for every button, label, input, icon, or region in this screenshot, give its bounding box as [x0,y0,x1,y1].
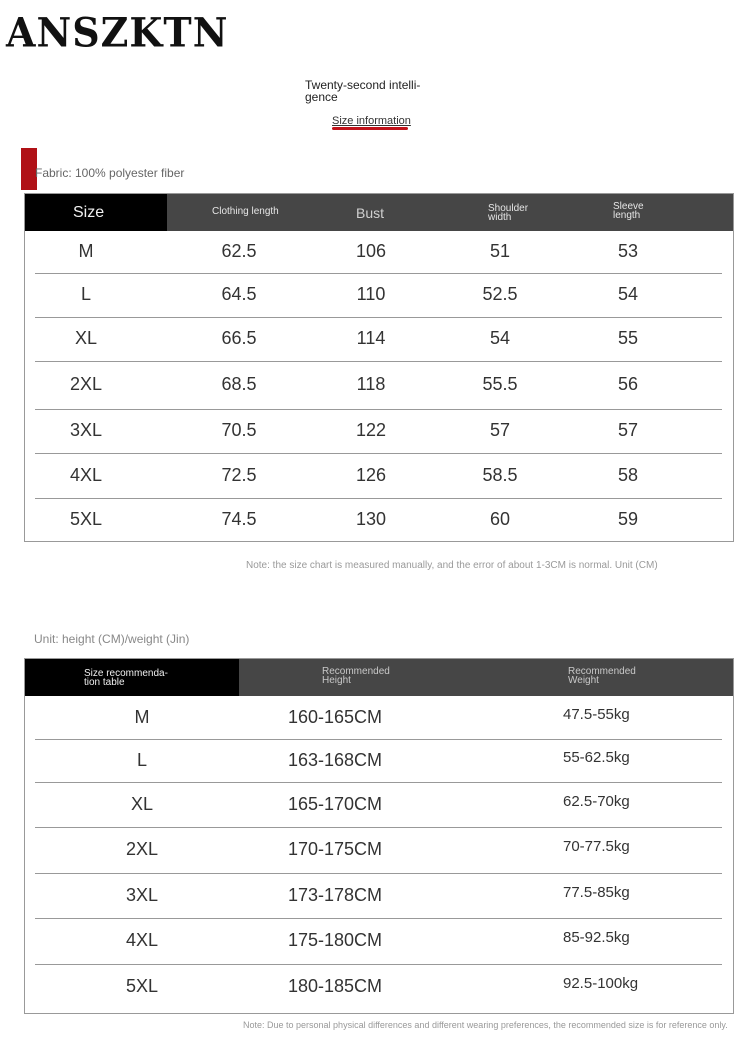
header-recommended-weight: Recommended Weight [568,666,636,686]
size-cell: 2XL [69,374,103,394]
header-recommended-height: Recommended Height [322,666,390,686]
weight-cell: 92.5-100kg [563,975,639,992]
table-row [35,453,722,499]
measurement-cell: 74.5 [221,509,257,529]
height-cell: 165-170CM [287,793,383,814]
size-cell: 5XL [125,976,159,996]
header-sleeve-length: Sleeve length [613,201,644,221]
measurement-cell: 53 [617,241,639,261]
size-info-label: Size information [332,115,411,127]
size-info-underline [332,127,408,130]
table-row [35,782,722,828]
table-row [35,409,722,454]
measurement-cell: 55 [617,328,639,348]
measurement-cell: 130 [355,509,387,529]
table-row [35,273,722,318]
height-cell: 180-185CM [287,976,383,996]
table-row [35,361,722,410]
measurement-cell: 58.5 [482,464,518,485]
size-cell: 2XL [125,839,159,859]
size-cell: 4XL [125,930,159,950]
size-cell: 3XL [125,884,159,905]
measurement-cell: 114 [356,328,386,348]
size-cell: XL [130,793,154,814]
header-size-recommendation: Size recommenda- tion table [84,668,168,688]
measurement-cell: 110 [356,284,386,304]
unit-label: Unit: height (CM)/weight (Jin) [34,632,190,646]
size-cell: L [136,749,147,770]
fabric-info: Fabric: 100% polyester fiber [35,166,185,180]
header-clothing-length: Clothing length [212,206,279,217]
weight-cell: 55-62.5kg [563,748,630,766]
weight-cell: 47.5-55kg [563,705,630,723]
page-subtitle: Twenty-second intelli- gence [305,78,421,104]
table-row [35,231,722,274]
measurement-cell: 62.5 [221,241,257,261]
size-cell: M [78,241,94,261]
height-cell: 160-165CM [287,706,383,727]
height-cell: 170-175CM [287,839,383,859]
size-cell: XL [74,328,98,348]
measurement-cell: 54 [617,284,639,304]
measurement-cell: 66.5 [221,328,257,348]
measurement-cell: 70.5 [221,420,257,440]
measurement-cell: 64.5 [221,284,257,304]
table-row [35,873,722,919]
size-table-header [25,194,733,231]
measurement-cell: 55.5 [482,374,518,394]
measurement-cell: 118 [356,374,386,394]
weight-cell: 77.5-85kg [563,883,630,901]
header-bust: Bust [356,205,385,221]
measurement-cell: 51 [489,241,511,261]
table-row [35,918,722,965]
size-cell: 5XL [69,509,103,529]
recommendation-table-header [25,659,733,696]
measurement-cell: 59 [617,509,639,529]
measurement-cell: 72.5 [221,464,257,485]
size-cell: 3XL [69,420,103,440]
measurement-cell: 122 [355,420,387,440]
measurement-cell: 68.5 [221,374,257,394]
table-row [35,827,722,874]
measurement-cell: 56 [617,374,639,394]
weight-cell: 62.5-70kg [563,792,630,810]
measurement-cell: 52.5 [482,284,518,304]
header-shoulder-width: Shoulder width [488,203,529,223]
table-row [35,498,722,542]
reference-note: Note: Due to personal physical differences and different wearing preferences, the recommended size is for reference only. [243,1020,728,1030]
header-size: Size [73,204,105,221]
measurement-cell: 58 [617,464,639,485]
table-row [35,696,722,740]
brand-logo: ANSZKTN [6,8,229,57]
measurement-cell: 106 [355,241,387,261]
height-cell: 163-168CM [287,749,383,770]
size-table [24,193,734,542]
size-cell: M [134,706,150,727]
weight-cell: 85-92.5kg [563,929,630,946]
table-row [35,317,722,362]
height-cell: 173-178CM [287,884,383,905]
size-cell: L [80,284,91,304]
weight-cell: 70-77.5kg [563,838,630,855]
measurement-cell: 126 [355,464,387,485]
measurement-cell: 57 [617,420,639,440]
size-cell: 4XL [69,464,103,485]
recommendation-table [24,658,734,1014]
table-row [35,739,722,783]
measurement-cell: 60 [489,509,511,529]
measurement-note: Note: the size chart is measured manually, and the error of about 1-3CM is normal. Unit (CM) [246,560,658,571]
height-cell: 175-180CM [287,930,383,950]
measurement-cell: 57 [489,420,511,440]
measurement-cell: 54 [489,328,511,348]
table-row [35,964,722,1010]
